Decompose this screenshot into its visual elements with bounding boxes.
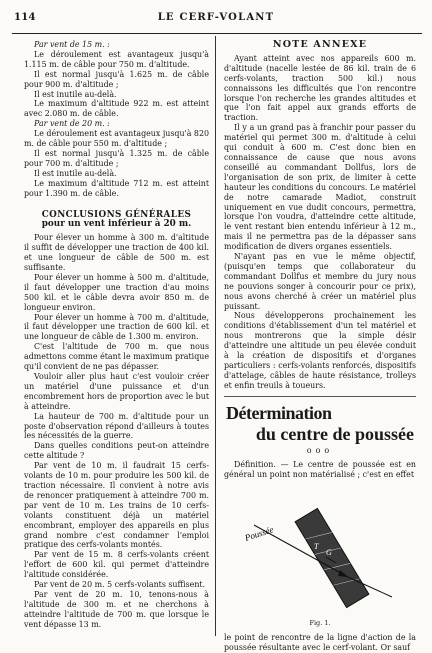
paragraph: Il est normal jusqu'à 1.325 m. de câble pour 700 m. d'altitude ; [24,148,209,168]
section-subheading: pour un vent inférieur à 20 m. [41,219,192,230]
paragraph: Par vent de 15 m. : [34,40,110,49]
paragraph: Pour élever un homme à 300 m. d'altitude il suffit de développer une traction de 400 kil. et une longueur de câble de 500 m. est suffisante. [24,233,209,273]
label-poussee: Poussée [243,524,275,544]
article-title-line2: du centre de poussée [255,423,414,444]
figure-1 [224,483,416,633]
paragraph: Définition. — Le centre de poussée est en général un point non matérialisé ; c'est en effet [224,459,416,479]
paragraph: Le déroulement est avantageux jusqu'à 1.115 m. de câble pour 750 m. d'altitude. [24,49,209,69]
paragraph: le point de rencontre de la ligne d'action de la poussée résultante avec le cerf-volant. Or sauf [224,633,416,653]
paragraph: Par vent de 20 m. : [34,119,110,129]
paragraph: Le déroulement est avantageux jusqu'à 820 m. de câble pour 550 m. d'altitude ; [24,129,209,149]
paragraph: La hauteur de 700 m. d'altitude pour un poste d'observation répond d'ailleurs à toutes les nécessités de la guerre. [24,411,209,441]
paragraph: Vouloir aller plus haut c'est vouloir créer un matériel d'une puissance et d'un encombrement hors de proportion avec le but à atteindre. [24,372,209,411]
paragraph: Pour élever un homme à 700 m. d'altitude, il faut développer une traction de 600 kil. et une longueur de câble de 1.300 m. environ. [24,312,209,342]
left-column [24,40,209,630]
label-g: G [326,548,332,558]
paragraph: Par vent de 20 m. 10, tenons-nous à l'altitude de 300 m. et ne cherchons à atteindre l'altitude de 700 m. que lorsque le vent dépasse 13 m. [24,589,209,629]
paragraph: Il est inutile au-delà. [34,89,117,99]
section-heading: CONCLUSIONS GÉNÉRALES [41,209,192,220]
figure-diagram [224,483,416,633]
annex-title: NOTE ANNEXE [272,39,368,50]
right-column [224,40,416,653]
paragraph: Le maximum d'altitude 712 m. est atteint pour 1.390 m. de câble. [24,178,209,198]
journal-title: LE CERF-VOLANT [157,12,275,23]
header-rule [12,33,422,34]
article-title-line1: Détermination [226,402,332,423]
paragraph: N'ayant pas en vue le même objectif, (puisqu'en temps que collaborateur du commandant Dollfus et membre du jury nous ne pouvions songer à concourir pour ce prix), nous avons cherché à créer un matériel plus puissant. [224,252,416,311]
page-number: 114 [14,12,36,23]
paragraph: Ayant atteint avec nos appareils 600 m. d'altitude (nacelle lestée de 86 kil. train de 6 cerfs-volants, traction 500 kil.) nous connaissons les difficultés que l'on rencontre lorsque l'on recherche les grandes altitudes et que l'on fait appel aux grands efforts de traction. [224,53,416,123]
running-header [14,12,418,26]
paragraph: Par vent de 10 m. il faudrait 15 cerfs-volants de 10 m. pour produire les 500 kil. de traction nécessaire. Il convient à notre avis de renoncer pratiquement à atteindre 700 m. par vent de 10 m. Les trains de 10 cerfs-volants constituent déjà un matériel encombrant, employer des appareils en plus grand nombre c'est condamner l'emploi pratique des cerfs-volants montés. [24,461,209,550]
paragraph: Pour élever un homme à 500 m. d'altitude, il faut développer une traction d'au moins 500 kil. et le câble devra avoir 850 m. de longueur environ. [24,272,209,312]
column-divider [215,36,216,636]
paragraph: Il est inutile au-delà. [34,168,117,178]
paragraph: Par vent de 15 m. 8 cerfs-volants créent l'effort de 600 kil. qui permet d'atteindre l'altitude considérée. [24,550,209,580]
paragraph: Par vent de 20 m. 5 cerfs-volants suffisent. [34,580,206,590]
label-t: T [314,542,319,552]
paragraph: Dans quelles conditions peut-on atteindre cette altitude ? [24,441,209,461]
section-divider [224,396,416,397]
paragraph: Il est normal jusqu'à 1.625 m. de câble pour 900 m. d'altitude ; [24,69,209,89]
paragraph: Le maximum d'altitude 922 m. est atteint avec 2.080 m. de câble. [24,99,209,119]
ornament: ooo [306,445,334,455]
kite-plane [295,509,369,608]
paragraph: Nous développerons prochainement les conditions d'établissement d'un tel matériel et nous montrerons que la simple désir d'atteindre une altitude un peu élevée conduit à la création de dispositifs et d'organes particuliers : cerfs-volants renforcés, dispositifs d'attelage, câbles de haute résistance, trolleys et enfin treuils à toueurs. [224,311,416,390]
figure-caption: Fig. 1. [309,619,331,628]
paragraph: Il y a un grand pas à franchir pour passer du matériel qui permet 300 m. d'altitude à celui qui conduit à 600 m. C'est donc bien en connaissance de cause que nous avons conseillé au commandant Dollfus, lors de l'organisation de son prix, de limiter à cette hauteur les conditions du concours. Le matériel de notre camarade Madiot, construit uniquement en vue dudit concours, permettra, lorsque l'on voudra, d'atteindre cette altitude, le vent restant bien entendu inférieur à 12 m., mais il ne permettra pas de la dépasser sans modification de divers organes essentiels. [224,123,416,252]
paragraph: C'est l'altitude de 700 m. que nous admettons comme étant le maximum pratique qu'il convient de ne pas dépasser. [24,342,209,372]
